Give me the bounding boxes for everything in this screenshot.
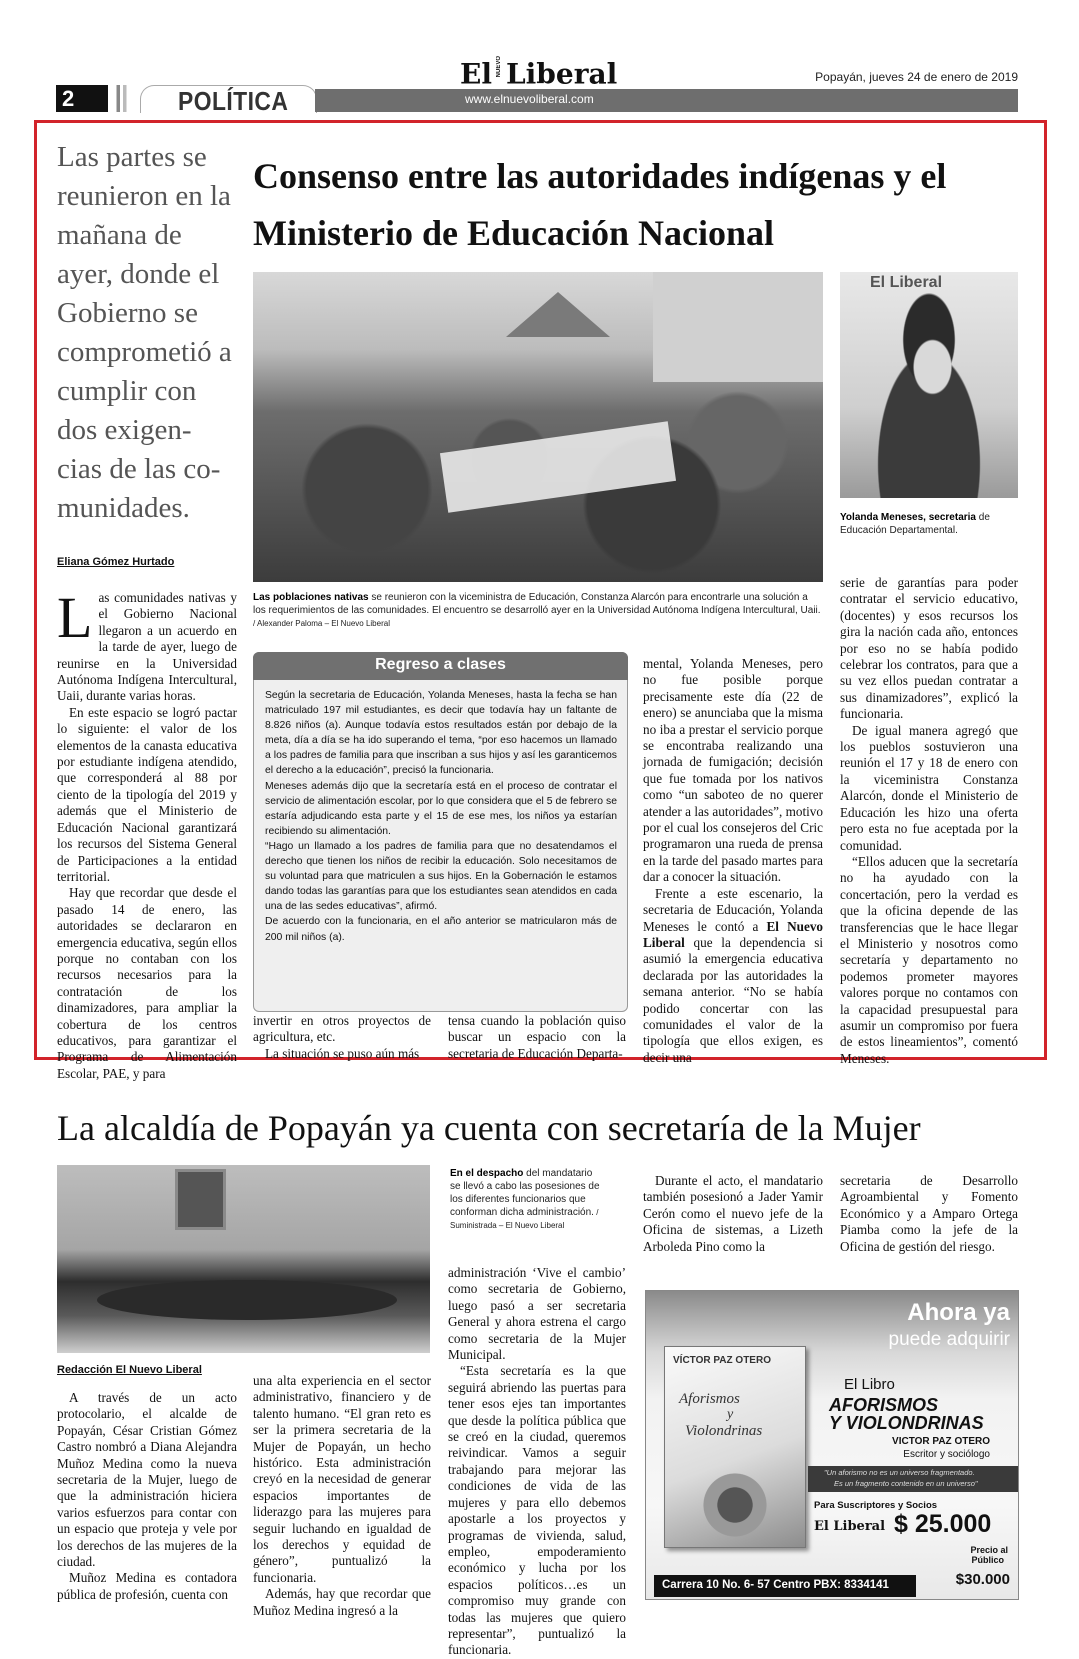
article2-column-4 <box>643 1173 823 1255</box>
article2-column-3 <box>448 1265 626 1659</box>
article-column-3 <box>448 1013 626 1062</box>
article2-photo-caption-text: del mandatario se llevó a cabo las posesiones de los diferentes funcionarios que conforman dicha administración. <box>450 1168 600 1218</box>
ad-book-title-1: AFORISMOS <box>829 1395 939 1415</box>
col3-paragraph-1: tensa cuando la población quiso buscar un espacio con la secretaria de Educación Departa- <box>448 1013 626 1061</box>
col5-paragraph-3: “Ellos aducen que la secretaría no ha ayudado con la concertación, pero la verdad es que la oficina depende de las transferencias que le hace llegar el Ministerio y nosotros como secretaría y departamento no podemos prometer mayores valores porque no contamos con la capacidad presupuestal para asumir un compromiso por fuera de estos lineamientos”, comentó Meneses. <box>840 853 1018 1066</box>
cover-title-2: y <box>727 1407 734 1422</box>
col4-paragraph-2 <box>643 886 823 1066</box>
col4-paragraph-2c: que la dependencia si asumió la emergencia educativa declarada por las autoridades la semana anterior. “No se había podido concertar con las comunidades el valor de la tipología que ellos exigen, es decir una <box>643 934 823 1065</box>
article-byline: Eliana Gómez Hurtado <box>57 556 175 568</box>
sidebar-paragraph-4: De acuerdo con la funcionaria, en el año anterior se matricularon más de 200 mil niños (a). <box>265 916 617 943</box>
a2-col3-paragraph-2: “Esta secretaría es la que seguirá abriendo las puertas para tener esos ejes tan importantes que desde la política pública que se creó en la ciudad, queremos reivindicar. Vamos a seguir trabajando para mejorar las condiciones de vida de las mujeres y para ello debemos apostarle a los proyectos y programas de vivienda, salud, empleo, empoderamiento económico y lucha por los espacios políticos…es un compromiso muy grande con todas las mujeres que quiero representar”, puntualizó la funcionaria. <box>448 1363 626 1658</box>
ad-headline-1: Ahora ya <box>907 1299 1010 1326</box>
ad-subscribers-label: Para Suscriptores y Socios <box>814 1500 938 1511</box>
sidebar-title: Regreso a clases <box>375 656 506 673</box>
col5-paragraph-2: De igual manera agregó que los pueblos sostuvieron una reunión el 17 y 18 de enero con la viceministra Constanza Alarcón, donde el Ministerio de Educación les hizo una oferta pero esta no fue aceptada por la comunidad. <box>840 722 1018 853</box>
ad-quote-1: "Un aforismo no es un universo fragmentado. <box>824 1468 975 1477</box>
cover-title-3: Violondrinas <box>685 1423 763 1439</box>
a2-col2-paragraph-1: una alta experiencia en el sector administrativo, financiero y de talento humano. “El gran reto es ser la primera secretaria de la Mujer de Popayán, un hecho histórico. Esta administración creyó en la necesidad de generar espacios importantes de liderazgo para las mujeres para seguir luchando en igualdad de los derechos y equidad de género”, puntualizó la funcionaria. <box>253 1373 431 1585</box>
article2-title: La alcaldía de Popayán ya cuenta con secretaría de la Mujer <box>57 1108 921 1148</box>
photo-portrait-frame <box>175 1169 226 1230</box>
cover-author: VÍCTOR PAZ OTERO <box>673 1355 771 1366</box>
sidebar-body <box>265 688 617 945</box>
ad-el-libro: El Libro <box>844 1376 895 1393</box>
header-bar <box>315 89 1018 112</box>
logo-liberal: Liberal <box>505 57 618 91</box>
ad-headline-2: puede adquirir <box>888 1329 1010 1350</box>
newspaper-logo <box>460 56 618 91</box>
drop-cap: L <box>57 585 93 650</box>
ad-small-logo: El Liberal <box>814 1519 886 1534</box>
col4-newspaper-name: El Nuevo Liberal <box>643 918 824 950</box>
portrait-caption-bold: Yolanda Meneses, secretaria <box>840 512 976 523</box>
col1-paragraph-2: En este espacio se logró pactar lo siguiente: el valor de los elementos de la canasta educativa por estudiante indígena atendido, que corresponderá al 88 por ciento de la tipología del 2019 y además que el Ministerio de Educación Nacional garantizará los recursos del Sistema General de Participaciones a la entidad territorial. <box>57 704 237 884</box>
article-column-5 <box>840 575 1018 1067</box>
article-pullquote: Las partes se reunieron en la mañana de ayer, donde el Gobierno se comprometió a cumplir con dos exigen-cias de las co-munidades. <box>57 141 232 524</box>
ad-public-label-2: Público <box>971 1555 1004 1565</box>
sidebar-paragraph-1: Según la secretaria de Educación, Yolanda Meneses, hasta la fecha se han matriculado 197 mil estudiantes, es decir que todavía hay un faltante de 8.826 niños (a). Aunque todavía estos resultados están por debajo de la meta, día a día se ha ido superando el tema, “por eso hacemos un llamado a los padres de familia para que inscriban a sus hijos y así les garanticemos el derecho a la educación”, precisó la funcionaria. <box>265 690 617 777</box>
website-url: www.elnuevoliberal.com <box>465 92 594 106</box>
indigenous-assembly-photo <box>253 272 823 582</box>
col2-paragraph-2: La situación se puso aún más <box>265 1045 420 1061</box>
article-column-4 <box>643 656 823 1066</box>
article-title: Consenso entre las autoridades indígenas y el Ministerio de Educación Nacional <box>253 156 947 253</box>
a2-col3-paragraph-1: administración ‘Vive el cambio’ como secretaria de Gobierno, luego pasó a ser secretaria General y ahora estrena el cargo como secretaria de la Mujer Municipal. <box>448 1265 626 1363</box>
page-number: 2 <box>62 86 75 111</box>
section-label: POLÍTICA <box>178 86 289 116</box>
portrait-caption-text: de Educación Departamental. <box>840 512 990 536</box>
article-column-1 <box>57 585 237 1082</box>
col5-paragraph-1: serie de garantías para poder contratar el servicio educativo, (docentes) y esos recursos los gira la nación cada año, entonces por eso no se había podido celebrar los contratos, para que a su vez ellos puedan contratar a sus dinamizadores”, explicó la funcionaria. <box>840 575 1018 722</box>
ad-author-role: Escritor y sociólogo <box>903 1449 990 1460</box>
portrait-caption <box>840 511 1020 537</box>
article2-column-1 <box>57 1390 237 1603</box>
photo-building <box>653 272 823 382</box>
ad-author: VICTOR PAZ OTERO <box>892 1436 990 1447</box>
col1-paragraph-1: as comunidades nativas y el Gobierno Nacional llegaron a un acuerdo en la tarde de ayer, luego de reunirse en la Universidad Autónoma Indígena Intercultural, Uaii, durante varias horas. <box>57 590 237 704</box>
photo-caption-text: se reunieron con la viceministra de Educación, Constanza Alarcón para encontrarle una solución a los requerimientos de las comunidades. El encuentro se desarrolló ayer en la Universidad Autónoma Indígena Intercultural, Uaii. <box>253 592 821 616</box>
photo-banner <box>440 421 676 512</box>
article2-column-2 <box>253 1373 431 1619</box>
photo-table <box>97 1280 397 1320</box>
a2-col1-paragraph-2: Muñoz Medina es contadora pública de profesión, cuenta con <box>57 1570 237 1602</box>
ad-quote-2: Es un fragmento contenido en un universo" <box>834 1479 978 1488</box>
ad-public-price: $30.000 <box>955 1571 1010 1588</box>
a2-col4-paragraph-1: Durante el acto, el mandatario también posesionó a Jader Yamir Cerón como el nuevo jefe de la Oficina de sistemas, a Lizeth Arboleda Pino como la <box>643 1173 823 1254</box>
photo-caption-bold: Las poblaciones nativas <box>253 592 369 603</box>
ad-address: Carrera 10 No. 6- 57 Centro PBX: 8334141 <box>662 1579 889 1591</box>
a2-col2-paragraph-2: Además, hay que recordar que Muñoz Medina ingresó a la <box>253 1586 431 1618</box>
ad-subscriber-price: $ 25.000 <box>894 1510 992 1538</box>
article2-photo-caption-bold: En el despacho <box>450 1168 524 1179</box>
col2-paragraph-1: invertir en otros proyectos de agricultura, etc. <box>253 1013 431 1045</box>
a2-col5-paragraph-1: secretaria de Desarrollo Agroambiental y Fomento Económico y a Amparo Ortega Piamba como la jefe de la Oficina de gestión del riesgo. <box>840 1173 1018 1254</box>
article2-column-5 <box>840 1173 1018 1255</box>
a2-col1-paragraph-1: A través de un acto protocolario, el alcalde de Popayán, César Cristian Gómez Castro nombró a Diana Alejandra Muñoz Medina como la nueva secretaria de la Mujer, luego de que la administración hiciera varios esfuerzos para contar con un espacio que proteja y vele por los derechos de las mujeres de la ciudad. <box>57 1390 237 1570</box>
sidebar-paragraph-2: Meneses además dijo que la secretaría está en el proceso de contratar el servicio de alimentación escolar, por lo que considera que el 5 de febrero se estaría adjudicando esta parte y el 15 de ese mes, los niños ya estarían recibiendo su alimentación. <box>265 780 617 837</box>
article2-photo-caption <box>450 1167 605 1232</box>
section-tab-decoration <box>110 85 132 112</box>
sidebar-paragraph-3: “Hago un llamado a los padres de familia para que no desatendamos el derecho que tienen los niños de recibir la educación. Solo necesitamos de su voluntad para que matriculen a sus hijos. En la Gobernación le estamos dando todas las garantías para que los estudiantes sean atendidos en cada una de las sedes educativas”, afirmó. <box>265 840 617 913</box>
article2-byline: Redacción El Nuevo Liberal <box>57 1364 202 1376</box>
ad-book-title-2: Y VIOLONDRINAS <box>829 1413 984 1433</box>
col1-paragraph-3: Hay que recordar que desde el pasado 14 de enero, las autoridades se declararon en emergencia educativa, según ellos porque no contaban con los recursos necesarios para la contratación de los dinamizadores, para ampliar la cobertura de los centros educativos, para garantizar el Programa de Alimentación Escolar, PAE, y para <box>57 885 237 1081</box>
secretary-portrait-photo <box>840 272 1018 498</box>
logo-el: El <box>460 57 492 91</box>
book-cover <box>664 1346 806 1548</box>
col4-paragraph-1: mental, Yolanda Meneses, pero no fue posible porque precisamente este día (22 de enero) se anunciaba que la misma no iba a prestar el servicio porque se encontraba realizando una jornada de fumigación; decisión que fue tomada por los nativos como “un saboteo de no querer atender a las autoridades”, motivo por el cual los consejeros del Cric programaron una rueda de prensa en la tarde del pasado martes para dar a conocer la situación. <box>643 656 823 885</box>
portrait-backdrop-logo: El Liberal <box>870 274 943 291</box>
col4-paragraph-2a: Frente a este escenario, la secretaria de Educación, Yolanda Meneses le contó a <box>643 885 823 934</box>
cover-art <box>685 1457 785 1537</box>
issue-date: Popayán, jueves 24 de enero de 2019 <box>815 70 1018 84</box>
photo-tent <box>493 292 623 337</box>
photo-caption <box>253 591 823 630</box>
article-column-2 <box>253 1013 431 1062</box>
ad-public-label-1: Precio al <box>970 1545 1008 1555</box>
logo-nuevo: NUEVO <box>495 56 502 78</box>
article2-photo-credit: / Suministrada – El Nuevo Liberal <box>450 1208 599 1230</box>
city-hall-photo <box>57 1165 430 1353</box>
photo-credit: / Alexander Paloma – El Nuevo Liberal <box>253 619 390 628</box>
cover-title-1: Aforismos <box>679 1391 740 1407</box>
book-advertisement <box>645 1290 1019 1600</box>
